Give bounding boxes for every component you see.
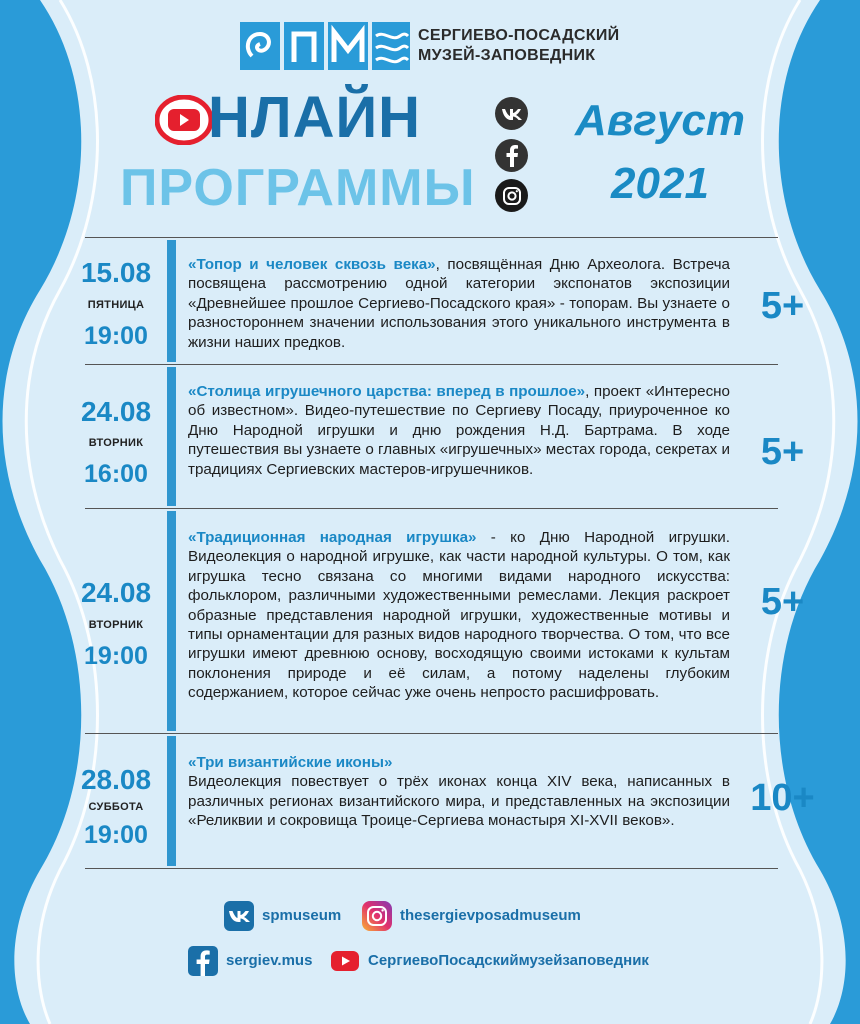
- separator-line: [85, 364, 778, 365]
- event-description: [188, 528, 730, 703]
- event-time: 19:00: [84, 322, 148, 350]
- age-rating: 5+: [760, 581, 805, 623]
- separator-line: [85, 868, 778, 869]
- title-line2: ПРОГРАММЫ: [120, 159, 476, 217]
- youtube-icon[interactable]: [330, 946, 360, 976]
- event-title: «Три византийские иконы»: [188, 754, 393, 771]
- event-title: «Топор и человек сквозь века»: [188, 256, 436, 273]
- facebook-icon[interactable]: [495, 139, 528, 172]
- youtube-link[interactable]: СергиевоПосадскиймузейзаповедник: [368, 952, 649, 969]
- event-title: «Столица игрушечного царства: вперед в прошлое»: [188, 383, 586, 400]
- instagram-icon[interactable]: [362, 901, 392, 931]
- event-description: [188, 382, 730, 479]
- event-body: Видеолекция повествует о трёх иконах конца XIV века, написанных в различных регионах византийского мира, и представленных на экспозиции «Реликвии и сокровища Троице-Сергиева монастыря XI-XVII веков».: [188, 773, 730, 830]
- month-label: Август: [575, 96, 745, 145]
- separator-line: [85, 733, 778, 734]
- separator-line: [85, 237, 778, 238]
- event-body: - ко Дню Народной игрушки. Видеолекция о народной игрушке, как части народной культуры. О том, как игрушка тесно связана со многими видами народного искусства: фольклором, различными художественными ремеслами. Лекция раскроет образные представления народной игрушки, художественные мотивы и типы орнаментации для разных видов народного творчества. О том, что все игрушки имеют древнюю основу, восходящую своими истоками к культам поклонения природе и её силам, а потому наделены глубоким содержанием, которое сейчас уже очень непросто расшифровать.: [188, 529, 730, 702]
- event-time: 19:00: [84, 821, 148, 849]
- event-weekday: СУББОТА: [88, 801, 144, 813]
- museum-name: [418, 26, 619, 66]
- instagram-icon[interactable]: [495, 179, 528, 212]
- instagram-link[interactable]: thesergievposadmuseum: [400, 907, 581, 924]
- vk-icon[interactable]: [224, 901, 254, 931]
- event-accent-bar: [167, 240, 176, 362]
- event-accent-bar: [167, 367, 176, 506]
- event-accent-bar: [167, 511, 176, 731]
- facebook-icon[interactable]: [188, 946, 218, 976]
- museum-name-line1: СЕРГИЕВО-ПОСАДСКИЙ: [418, 27, 620, 44]
- event-description: [188, 753, 730, 831]
- event-date: 24.08: [80, 396, 152, 427]
- separator-line: [85, 508, 778, 509]
- age-rating: 10+: [750, 777, 815, 819]
- event-description: [188, 255, 730, 352]
- vk-link[interactable]: spmuseum: [262, 907, 342, 924]
- year-label: 2021: [611, 159, 709, 208]
- event-date: 15.08: [80, 257, 152, 288]
- age-rating: 5+: [760, 285, 805, 327]
- facebook-link[interactable]: sergiev.mus: [226, 952, 313, 969]
- event-body: , проект «Интересно об известном». Видео-путешествие по Сергиеву Посаду, приуроченное ко Дню Народной игрушки и дню рождения Н.Д. Бартрама. В ходе путешествия вы узнаете о главных «игрушечных» местах города, секретах и традициях Сергиевских мастеров-игрушечников.: [188, 383, 730, 478]
- event-accent-bar: [167, 736, 176, 866]
- event-time: 16:00: [84, 460, 148, 488]
- title-line1: НЛАЙН: [208, 85, 422, 150]
- age-rating: 5+: [760, 431, 805, 473]
- museum-name-line2: МУЗЕЙ-ЗАПОВЕДНИК: [418, 47, 596, 64]
- vk-icon[interactable]: [495, 97, 528, 130]
- museum-logo: [240, 22, 410, 70]
- event-weekday: ВТОРНИК: [88, 619, 144, 631]
- event-date: 28.08: [80, 764, 152, 795]
- event-body: , посвящённая Дню Археолога. Встреча посвящена рассмотрению одной категории экспонатов экспозиции «Древнейшее прошлое Сергиево-Посадского края» - топорам. Вы узнаете о разностороннем значении использования этого уникального инструмента в жизни наших предков.: [188, 256, 730, 351]
- event-time: 19:00: [84, 642, 148, 670]
- event-title: «Традиционная народная игрушка»: [188, 529, 477, 546]
- event-date: 24.08: [80, 577, 152, 608]
- event-weekday: ВТОРНИК: [88, 437, 144, 449]
- youtube-icon: [155, 95, 213, 145]
- event-weekday: ПЯТНИЦА: [87, 299, 145, 311]
